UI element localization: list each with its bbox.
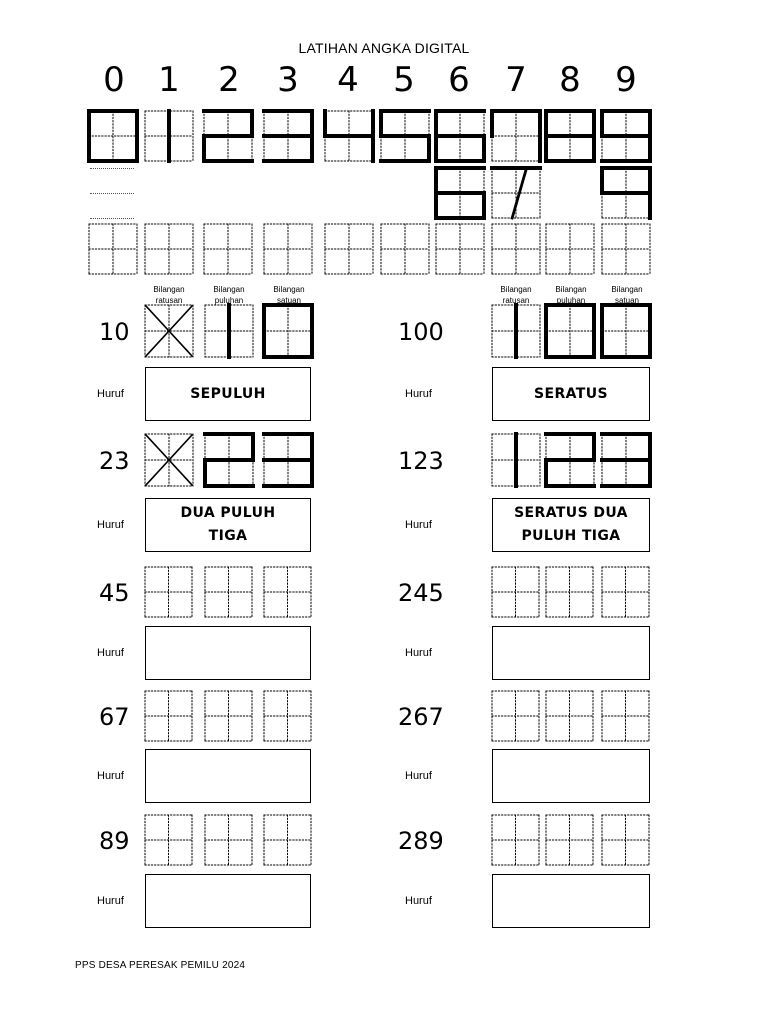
digit-grid-svg [602, 567, 649, 617]
number-words-input-box[interactable] [145, 626, 311, 680]
dotted-line [90, 218, 134, 219]
number-words-input[interactable] [507, 749, 635, 803]
digit-grid-svg [546, 434, 594, 486]
digit-grid-svg [264, 305, 312, 357]
digit-4-example-cell [325, 111, 373, 161]
digit-grid-svg [492, 305, 540, 357]
digit-input-cell[interactable] [145, 815, 192, 865]
digit-2-example-cell [204, 111, 252, 161]
digit-0-cell [264, 305, 312, 357]
digit-grid-svg [204, 224, 252, 274]
number-words-text: SERATUS DUA PULUH TIGA [514, 505, 628, 544]
number-words-input-box[interactable] [492, 874, 650, 928]
footer-text: PPS DESA PERESAK PEMILU 2024 [75, 960, 246, 971]
exercise-number: 289 [398, 827, 444, 855]
digit-grid-svg [145, 567, 192, 617]
digit-input-cell[interactable] [602, 691, 649, 741]
number-words-text: SERATUS [534, 385, 608, 402]
digit-input-cell[interactable] [492, 815, 539, 865]
digit-grid-svg [205, 305, 253, 357]
digit-grid-svg [264, 815, 311, 865]
digit-grid-svg [325, 224, 373, 274]
digit-grid-svg [492, 434, 540, 486]
digit-label: 3 [277, 60, 299, 100]
digit-2-cell [205, 434, 253, 486]
dotted-line [90, 193, 134, 194]
digit-input-cell[interactable] [145, 691, 192, 741]
digit-practice-cell[interactable] [492, 224, 540, 274]
digit-practice-cell[interactable] [204, 224, 252, 274]
digit-grid-svg [264, 691, 311, 741]
header-ratusan-right: Bilangan ratusan [500, 285, 532, 305]
exercise-number: 23 [99, 447, 130, 475]
digit-practice-cell[interactable] [264, 224, 312, 274]
digit-1-cell [492, 305, 540, 357]
digit-grid-svg [205, 691, 252, 741]
digit-grid-svg [492, 691, 539, 741]
number-words-input-box[interactable] [145, 874, 311, 928]
digit-5-example-cell [381, 111, 429, 161]
digit-grid-svg [492, 567, 539, 617]
digit-grid-svg [436, 111, 484, 161]
crossed-cell [145, 434, 193, 486]
digit-grid-svg [546, 567, 593, 617]
digit-grid-svg [602, 815, 649, 865]
digit-grid-svg [602, 305, 650, 357]
digit-grid-svg [436, 168, 484, 218]
header-satuan-right: Bilangan satuan [611, 285, 643, 305]
digit-input-cell[interactable] [546, 567, 593, 617]
digit-grid-svg [546, 111, 594, 161]
digit-label: 5 [393, 60, 415, 100]
digit-input-cell[interactable] [264, 691, 311, 741]
huruf-label: Huruf [405, 388, 432, 400]
digit-label: 2 [218, 60, 240, 100]
digit-0-cell [546, 305, 594, 357]
digit-7-example-cell [492, 111, 540, 161]
dotted-line [90, 168, 134, 169]
digit-label: 0 [103, 60, 125, 100]
digit-input-cell[interactable] [145, 567, 192, 617]
digit-grid-svg [492, 815, 539, 865]
digit-grid-svg [145, 691, 192, 741]
header-puluhan-left: Bilangan puluhan [213, 285, 245, 305]
digit-grid-svg [145, 111, 193, 161]
digit-grid-svg [546, 224, 594, 274]
digit-input-cell[interactable] [602, 815, 649, 865]
digit-practice-cell[interactable] [436, 224, 484, 274]
digit-9-variant-cell [602, 168, 650, 218]
digit-grid-svg [602, 168, 650, 218]
digit-9-example-cell [602, 111, 650, 161]
digit-practice-cell[interactable] [546, 224, 594, 274]
number-words-input[interactable] [507, 874, 635, 928]
exercise-number: 10 [99, 318, 130, 346]
digit-practice-cell[interactable] [145, 224, 193, 274]
digit-input-cell[interactable] [264, 567, 311, 617]
number-words-input-box[interactable] [492, 626, 650, 680]
digit-grid-svg [264, 434, 312, 486]
huruf-label: Huruf [97, 388, 124, 400]
number-words-box [145, 367, 311, 421]
page-title: LATIHAN ANGKA DIGITAL [298, 40, 470, 56]
digit-input-cell[interactable] [546, 815, 593, 865]
digit-grid-svg [89, 224, 137, 274]
digit-8-example-cell [546, 111, 594, 161]
exercise-number: 123 [398, 447, 444, 475]
digit-6-variant-cell [436, 168, 484, 218]
huruf-label: Huruf [405, 647, 432, 659]
digit-practice-cell[interactable] [381, 224, 429, 274]
digit-grid-svg [381, 111, 429, 161]
number-words-input[interactable] [160, 749, 296, 803]
number-words-input[interactable] [160, 626, 296, 680]
digit-grid-svg [546, 305, 594, 357]
digit-0-cell [602, 305, 650, 357]
digit-grid-svg [492, 224, 540, 274]
huruf-label: Huruf [97, 895, 124, 907]
digit-input-cell[interactable] [205, 691, 252, 741]
digit-2-cell [546, 434, 594, 486]
number-words-input-box[interactable] [145, 749, 311, 803]
digit-grid-svg [602, 434, 650, 486]
huruf-label: Huruf [97, 770, 124, 782]
digit-1-cell [492, 434, 540, 486]
digit-grid-svg [205, 567, 252, 617]
digit-grid-svg [264, 567, 311, 617]
number-words-box [492, 498, 650, 552]
digit-grid-svg [492, 111, 540, 161]
digit-input-cell[interactable] [546, 691, 593, 741]
digit-label: 6 [448, 60, 470, 100]
digit-input-cell[interactable] [492, 567, 539, 617]
digit-grid-svg [546, 815, 593, 865]
exercise-number: 245 [398, 579, 444, 607]
digit-grid-svg [145, 815, 192, 865]
header-ratusan-left: Bilangan ratusan [153, 285, 185, 305]
digit-grid-svg [145, 305, 193, 357]
digit-grid-svg [546, 691, 593, 741]
digit-practice-cell[interactable] [325, 224, 373, 274]
digit-input-cell[interactable] [205, 567, 252, 617]
number-words-box [492, 367, 650, 421]
number-words-input[interactable] [507, 626, 635, 680]
digit-1-cell [205, 305, 253, 357]
digit-grid-svg [145, 224, 193, 274]
crossed-cell [145, 305, 193, 357]
digit-grid-svg [492, 168, 540, 218]
digit-grid-svg [204, 111, 252, 161]
digit-grid-svg [89, 111, 137, 161]
digit-grid-svg [602, 224, 650, 274]
digit-grid-svg [602, 111, 650, 161]
digit-3-example-cell [264, 111, 312, 161]
digit-grid-svg [264, 111, 312, 161]
number-words-input[interactable] [160, 874, 296, 928]
digit-7-variant-cell [492, 168, 540, 218]
digit-0-example-cell [89, 111, 137, 161]
huruf-label: Huruf [97, 519, 124, 531]
huruf-label: Huruf [97, 647, 124, 659]
digit-input-cell[interactable] [492, 691, 539, 741]
number-words-text: SEPULUH [190, 385, 266, 402]
digit-6-example-cell [436, 111, 484, 161]
huruf-label: Huruf [405, 519, 432, 531]
digit-input-cell[interactable] [205, 815, 252, 865]
digit-3-cell [264, 434, 312, 486]
number-words-input-box[interactable] [492, 749, 650, 803]
header-puluhan-right: Bilangan puluhan [555, 285, 587, 305]
digit-3-cell [602, 434, 650, 486]
exercise-number: 267 [398, 703, 444, 731]
digit-grid-svg [264, 224, 312, 274]
exercise-number: 45 [99, 579, 130, 607]
digit-practice-cell[interactable] [602, 224, 650, 274]
digit-grid-svg [381, 224, 429, 274]
number-words-box [145, 498, 311, 552]
exercise-number: 67 [99, 703, 130, 731]
digit-label: 8 [559, 60, 581, 100]
digit-label: 1 [158, 60, 180, 100]
digit-practice-cell[interactable] [89, 224, 137, 274]
digit-grid-svg [205, 815, 252, 865]
digit-input-cell[interactable] [602, 567, 649, 617]
digit-1-example-cell [145, 111, 193, 161]
digit-grid-svg [602, 691, 649, 741]
digit-grid-svg [205, 434, 253, 486]
header-satuan-left: Bilangan satuan [273, 285, 305, 305]
number-words-text: DUA PULUH TIGA [180, 505, 276, 544]
digit-grid-svg [145, 434, 193, 486]
digit-grid-svg [436, 224, 484, 274]
exercise-number: 89 [99, 827, 130, 855]
digit-grid-svg [325, 111, 373, 161]
digit-label: 9 [615, 60, 637, 100]
digit-label: 7 [505, 60, 527, 100]
digit-input-cell[interactable] [264, 815, 311, 865]
exercise-number: 100 [398, 318, 444, 346]
huruf-label: Huruf [405, 895, 432, 907]
huruf-label: Huruf [405, 770, 432, 782]
digit-label: 4 [337, 60, 359, 100]
